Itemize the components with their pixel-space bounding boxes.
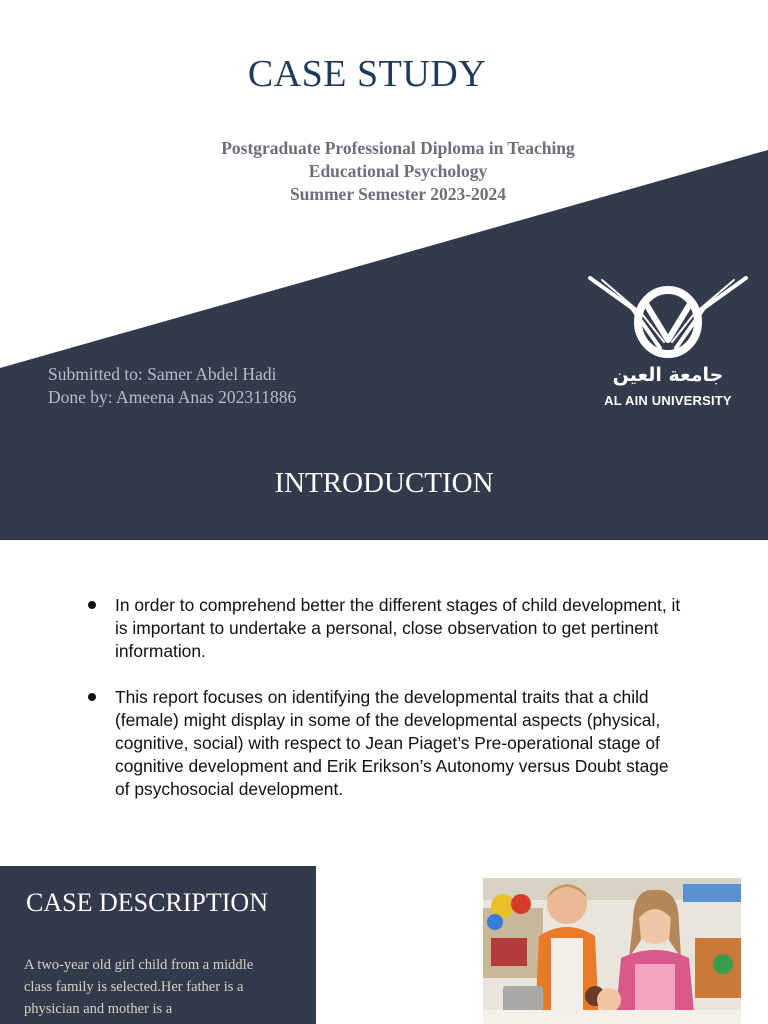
university-name-english: AL AIN UNIVERSITY bbox=[604, 393, 732, 408]
course-name: Educational Psychology bbox=[308, 161, 488, 181]
list-item bbox=[86, 594, 686, 663]
semester-label: Summer Semester 2023-2024 bbox=[289, 184, 507, 204]
program-name: Postgraduate Professional Diploma in Teaching bbox=[221, 138, 575, 158]
done-by: Done by: Ameena Anas 202311886 bbox=[48, 387, 297, 407]
case-description-panel bbox=[0, 866, 316, 1024]
university-name-arabic: جامعة العين bbox=[612, 364, 724, 386]
children-playing-photo bbox=[483, 878, 741, 1024]
bullet-text: In order to comprehend better the different stages of child development, it is important to undertake a personal, close observation to get pertinent information. bbox=[115, 595, 681, 661]
bullet-icon bbox=[88, 601, 96, 609]
submitted-to: Submitted to: Samer Abdel Hadi bbox=[48, 364, 277, 384]
bullet-text: This report focuses on identifying the developmental traits that a child (female) might display in some of the developmental aspects (physical, cognitive, social) with respect to Jean Piaget’s Pre-operational stage of cognitive development and Erik Erikson’s Autonomy versus Doubt stage of psychosocial development. bbox=[115, 687, 669, 799]
cover-subtitle bbox=[140, 137, 656, 206]
bullet-icon bbox=[88, 693, 96, 701]
introduction-bullets bbox=[86, 594, 686, 824]
introduction-section bbox=[0, 540, 768, 866]
case-description-text: A two-year old girl child from a middle class family is selected.Her father is a physician and mother is a bbox=[24, 957, 254, 1017]
introduction-heading: INTRODUCTION bbox=[274, 467, 494, 499]
case-description-heading: CASE DESCRIPTION bbox=[26, 888, 268, 917]
cover-title: CASE STUDY bbox=[247, 53, 487, 95]
list-item bbox=[86, 686, 686, 801]
submission-info bbox=[48, 363, 296, 409]
